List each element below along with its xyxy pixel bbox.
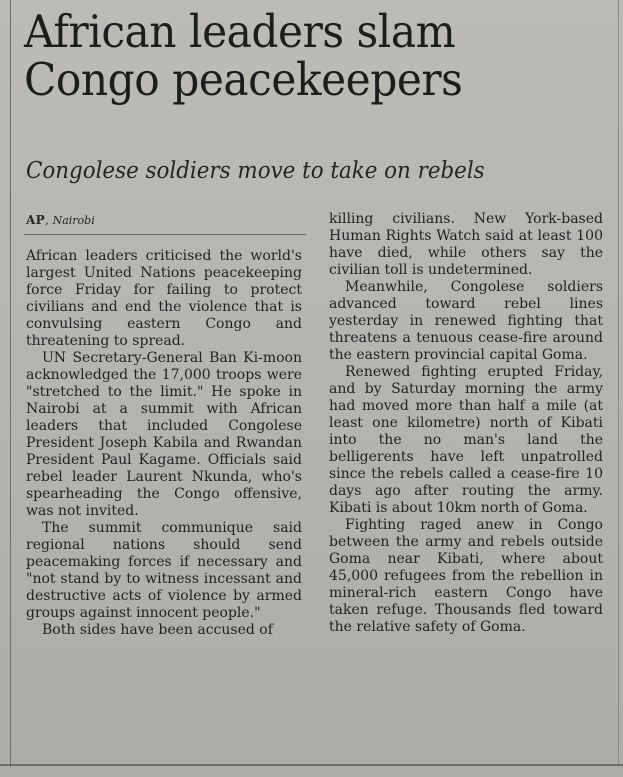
byline-agency: AP	[26, 213, 45, 227]
paragraph: African leaders criticised the world's largest United Nations peacekeeping force Friday for failing to protect civilians and end the violence that is convulsing eastern Congo and threatening to spread.	[26, 248, 302, 349]
paragraph: The summit communique said regional nations should send peacemaking forces if necessary and "not stand by to witness incessant and destructive acts of violence by armed groups against innocent people."	[26, 520, 302, 621]
paragraph: UN Secretary-General Ban Ki-moon acknowledged the 17,000 troops were "stretched to the limit." He spoke in Nairobi at a summit with African leaders that included Congolese President Joseph Kabila and Rwandan President Paul Kagame. Officials said rebel leader Laurent Nkunda, who's spearheading the Congo offensive, was not invited.	[26, 350, 302, 519]
right-edge-rule	[618, 0, 619, 767]
article-column-1	[26, 248, 302, 639]
article-column-2	[329, 211, 603, 636]
paragraph: Both sides have been accused of	[42, 622, 273, 638]
byline-city: Nairobi	[52, 214, 95, 227]
headline: African leaders slam Congo peacekeepers	[24, 5, 463, 106]
bottom-rule	[0, 764, 623, 766]
left-column-rule	[10, 0, 11, 767]
subheadline: Congolese soldiers move to take on rebels	[26, 158, 485, 184]
paragraph: killing civilians. New York-based Human Rights Watch said at least 100 have died, while others say the civilian toll is undetermined.	[329, 211, 603, 278]
paragraph: Meanwhile, Congolese soldiers advanced toward rebel lines yesterday in renewed fighting that threatens a tenuous cease-fire around the eastern provincial capital Goma.	[329, 279, 603, 363]
paragraph: Fighting raged anew in Congo between the army and rebels outside Goma near Kibati, where about 45,000 refugees from the rebellion in mineral-rich eastern Congo have taken refuge. Thousands fled toward the relative safety of Goma.	[329, 517, 603, 635]
paragraph: Renewed fighting erupted Friday, and by Saturday morning the army had moved more than half a mile (at least one kilometre) north of Kibati into the no man's land the belligerents have left unpatrolled since the rebels called a cease-fire 10 days ago after routing the army. Kibati is about 10km north of Goma.	[329, 364, 603, 516]
byline-rule	[24, 234, 306, 235]
byline-separator: ,	[44, 213, 53, 227]
byline	[26, 212, 95, 229]
